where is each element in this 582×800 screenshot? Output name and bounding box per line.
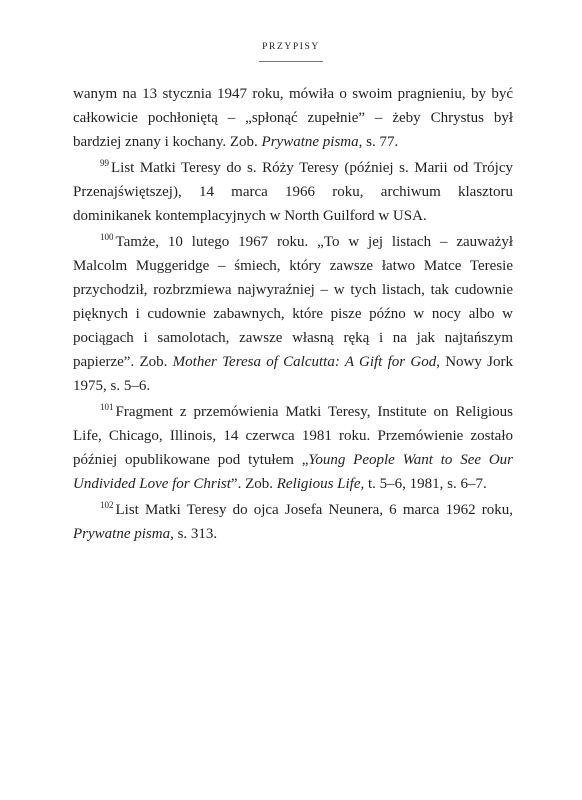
- footnote-99: [73, 156, 513, 228]
- footnote-text-end: , s. 313.: [170, 526, 218, 542]
- footnote-book-title: Mother Teresa of Calcutta: A Gift for God: [172, 354, 437, 370]
- footnote-101: [73, 400, 513, 496]
- footnote-book-title: Prywatne pisma: [73, 526, 171, 542]
- notes-body: [73, 82, 513, 548]
- continued-note-text: wanym na 13 stycznia 1947 roku, mówiła o swoim pragnieniu, by być całkowicie pochłoniętą – „spłonąć zupełnie” – żeby Chrystus był bardziej znany i kochany. Zob.: [73, 86, 513, 150]
- footnote-text: List Matki Teresy do s. Róży Teresy (później s. Marii od Trójcy Przenajświętszej), 14 marca 1966 roku, archiwum klasztoru dominikanek kontemplacyjnych w North Guilford w USA.: [73, 160, 513, 224]
- footnote-number: 101: [100, 402, 114, 412]
- footnote-number: 99: [100, 158, 109, 168]
- continued-note-title: Prywatne pisma: [261, 134, 359, 150]
- footnote-number: 102: [100, 500, 114, 510]
- footnote-text-end: , Nowy Jork 1975, s. 5–6.: [73, 354, 513, 394]
- footnote-speech-title: Young People Want to See Our Undivided Love for Christ: [73, 452, 513, 492]
- continued-note: [73, 82, 513, 154]
- running-head: PRZYPISY: [262, 42, 320, 52]
- footnote-number: 100: [100, 232, 114, 242]
- footnote-100: [73, 230, 513, 398]
- footnote-journal-title: Religious Life: [276, 476, 361, 492]
- footnote-text: List Matki Teresy do ojca Josefa Neunera, 6 marca 1962 roku,: [115, 502, 513, 518]
- footnote-text-end: , t. 5–6, 1981, s. 6–7.: [360, 476, 487, 492]
- footnote-text: Tamże, 10 lutego 1967 roku. „To w jej listach – zauważył Malcolm Muggeridge – śmiech, który zawsze łatwo Matce Teresie przychodził, rozbrzmiewa najwyraźniej – w tych listach, tak cudownie pięknych i cudownie zabawnych, które pisze późno w nocy albo w pociągach i samolotach, zawsze własną ręką i na jak najtańszym papierze”. Zob.: [73, 234, 513, 370]
- footnote-text: Fragment z przemówienia Matki Teresy, Institute on Religious Life, Chicago, Illinois, 14 czerwca 1981 roku. Przemówienie zostało później opublikowane pod tytułem „: [73, 404, 513, 468]
- running-head-rule: [259, 61, 323, 62]
- footnote-text-mid: ”. Zob.: [230, 476, 277, 492]
- continued-note-text-end: , s. 77.: [358, 134, 399, 150]
- footnote-102: [73, 498, 513, 546]
